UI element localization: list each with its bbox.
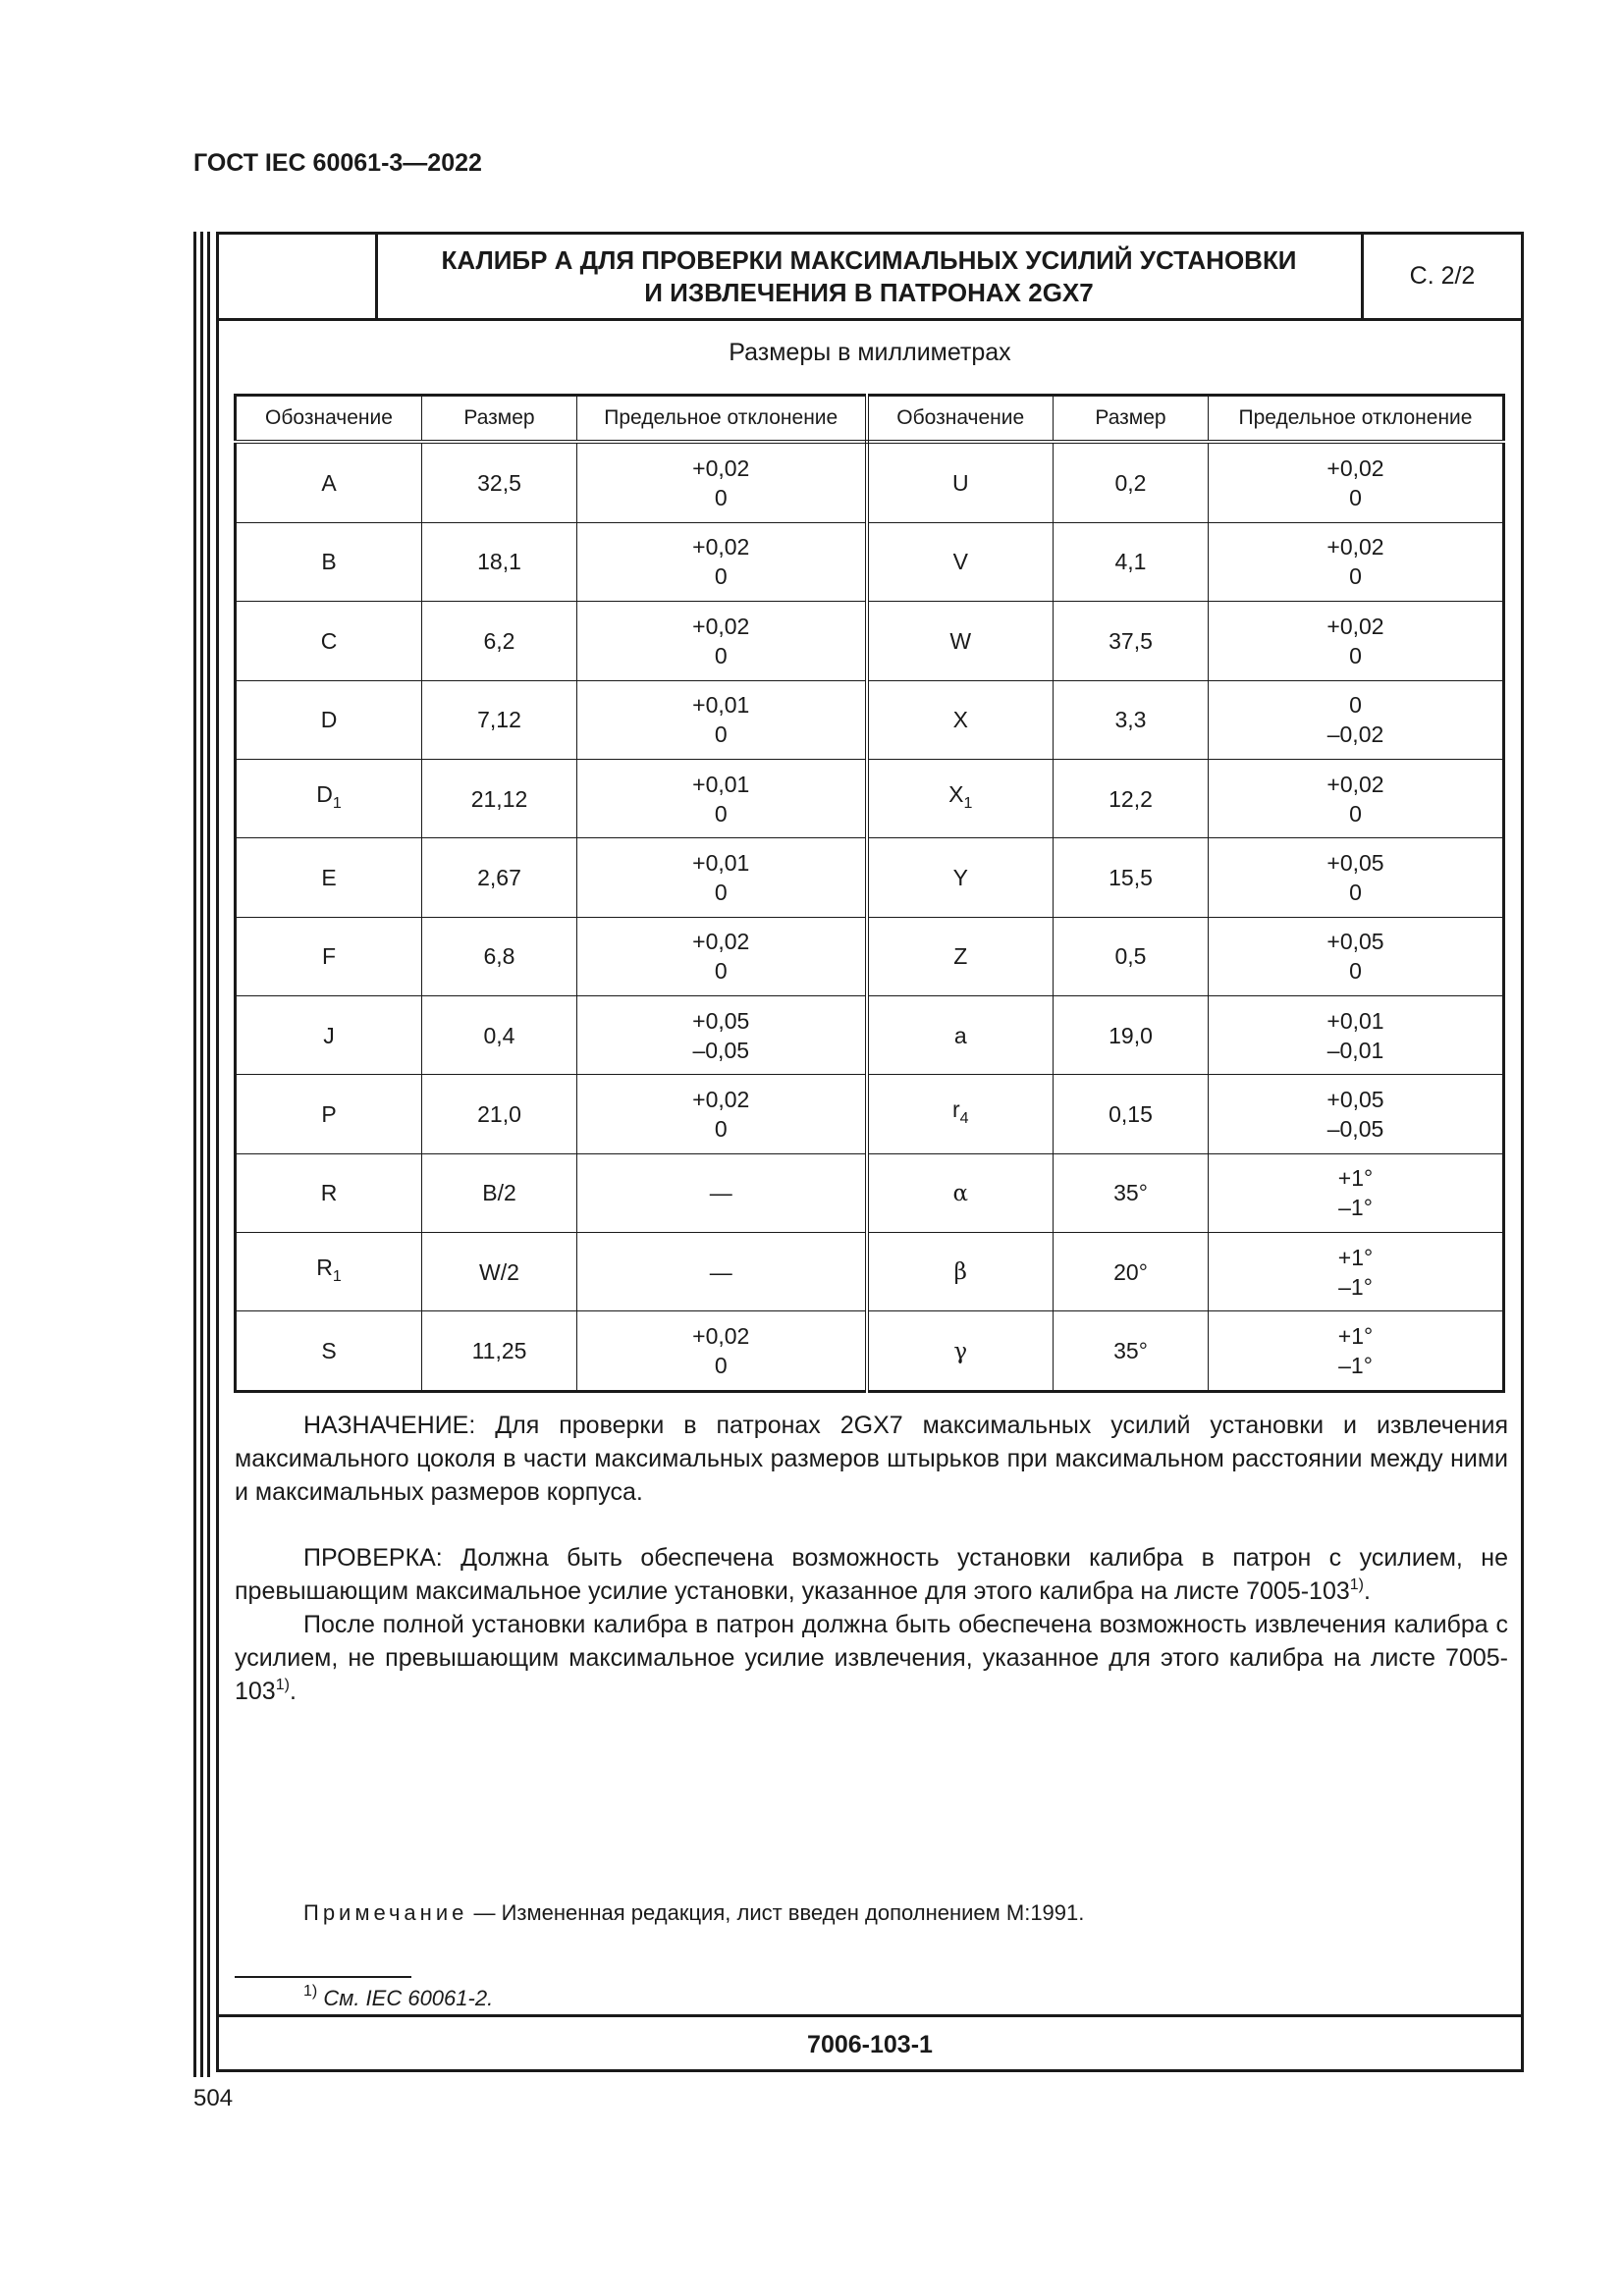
tolerance-cell: +0,02 0 bbox=[577, 1075, 867, 1153]
table-row bbox=[236, 1311, 1504, 1392]
table-body bbox=[236, 442, 1504, 1392]
designation-cell: C bbox=[236, 602, 422, 680]
designation-cell: R bbox=[236, 1153, 422, 1232]
sheet-page: С. 2/2 bbox=[1361, 235, 1521, 318]
designation-cell: A bbox=[236, 442, 422, 522]
tolerance-cell: +1° –1° bbox=[1209, 1153, 1504, 1232]
margin-rule bbox=[193, 232, 196, 2077]
table-row bbox=[236, 442, 1504, 522]
margin-rule bbox=[200, 232, 203, 2077]
size-cell: 19,0 bbox=[1054, 995, 1209, 1074]
table-row bbox=[236, 917, 1504, 995]
footnote-mark: 1) bbox=[303, 1983, 318, 2000]
column-header: Размер bbox=[422, 396, 577, 443]
designation-cell: $X_1$ bbox=[867, 759, 1054, 837]
size-cell: 15,5 bbox=[1054, 838, 1209, 917]
tolerance-cell: — bbox=[577, 1232, 867, 1310]
tolerance-cell: +0,02 0 bbox=[1209, 602, 1504, 680]
table-header-row bbox=[236, 396, 1504, 443]
tolerance-cell: +0,02 0 bbox=[577, 1311, 867, 1392]
column-header: Предельное отклонение bbox=[1209, 396, 1504, 443]
designation-cell: J bbox=[236, 995, 422, 1074]
title-empty-cell bbox=[219, 235, 378, 318]
tolerance-cell: +0,05 –0,05 bbox=[577, 995, 867, 1074]
footnote: $^{1)}$ См. IEC 60061-2. bbox=[303, 1983, 494, 2010]
tolerance-cell: +0,05 –0,05 bbox=[1209, 1075, 1504, 1153]
designation-cell: W bbox=[867, 602, 1054, 680]
size-cell: 0,4 bbox=[422, 995, 577, 1074]
footnote-separator bbox=[235, 1976, 411, 1978]
sheet-number: 7006-103-1 bbox=[219, 2014, 1521, 2072]
size-cell: B/2 bbox=[422, 1153, 577, 1232]
size-cell: 6,2 bbox=[422, 602, 577, 680]
tolerance-cell: +0,01 0 bbox=[577, 759, 867, 837]
designation-cell: $D_1$ bbox=[236, 759, 422, 837]
designation-cell: γ bbox=[867, 1311, 1054, 1392]
note-label: Примечание bbox=[303, 1900, 468, 1925]
dimensions-table bbox=[234, 394, 1505, 1393]
tolerance-cell: +0,05 0 bbox=[1209, 917, 1504, 995]
size-cell: 18,1 bbox=[422, 522, 577, 601]
designation-cell: B bbox=[236, 522, 422, 601]
page-number: 504 bbox=[193, 2085, 234, 2111]
size-cell: 12,2 bbox=[1054, 759, 1209, 837]
table-row bbox=[236, 1232, 1504, 1310]
size-cell: 37,5 bbox=[1054, 602, 1209, 680]
tolerance-cell: +0,02 0 bbox=[577, 522, 867, 601]
table-row bbox=[236, 995, 1504, 1074]
designation-cell: a bbox=[867, 995, 1054, 1074]
size-cell: 0,15 bbox=[1054, 1075, 1209, 1153]
designation-cell: D bbox=[236, 680, 422, 759]
check-paragraph: ПРОВЕРКА: Должна быть обеспечена возможность установки калибра в патрон с усилием, не превышающим максимальное усилие установки, указанное для этого калибра на листе 7005-103$^{1)}$. bbox=[235, 1544, 1508, 1605]
designation-cell: E bbox=[236, 838, 422, 917]
tolerance-cell: +0,01 0 bbox=[577, 838, 867, 917]
margin-rule bbox=[207, 232, 210, 2077]
size-cell: 35° bbox=[1054, 1311, 1209, 1392]
size-cell: 6,8 bbox=[422, 917, 577, 995]
column-header: Размер bbox=[1054, 396, 1209, 443]
tolerance-cell: 0 –0,02 bbox=[1209, 680, 1504, 759]
size-cell: 11,25 bbox=[422, 1311, 577, 1392]
footnote-ref: 1) bbox=[275, 1677, 290, 1693]
removal-paragraph: После полной установки калибра в патрон должна быть обеспечена возможность извлечения калибра с усилием, не превышающим максимальное усилие извлечения, указанное для этого калибра на листе 7005-103$^{1)}$. bbox=[235, 1611, 1508, 1705]
size-cell: 35° bbox=[1054, 1153, 1209, 1232]
designation-cell: S bbox=[236, 1311, 422, 1392]
designation-cell: V bbox=[867, 522, 1054, 601]
designation-cell: α bbox=[867, 1153, 1054, 1232]
designation-cell: F bbox=[236, 917, 422, 995]
size-cell: W/2 bbox=[422, 1232, 577, 1310]
designation-cell: Y bbox=[867, 838, 1054, 917]
table-row bbox=[236, 759, 1504, 837]
designation-cell: $r_4$ bbox=[867, 1075, 1054, 1153]
designation-cell: P bbox=[236, 1075, 422, 1153]
designation-cell: β bbox=[867, 1232, 1054, 1310]
size-cell: 32,5 bbox=[422, 442, 577, 522]
designation-cell: Z bbox=[867, 917, 1054, 995]
table-row bbox=[236, 1153, 1504, 1232]
table-row bbox=[236, 1075, 1504, 1153]
tolerance-cell: +0,01 –0,01 bbox=[1209, 995, 1504, 1074]
table-row bbox=[236, 522, 1504, 601]
size-cell: 7,12 bbox=[422, 680, 577, 759]
tolerance-cell: +1° –1° bbox=[1209, 1311, 1504, 1392]
sheet-title: КАЛИБР А ДЛЯ ПРОВЕРКИ МАКСИМАЛЬНЫХ УСИЛИЙ УСТАНОВКИ И ИЗВЛЕЧЕНИЯ В ПАТРОНАХ 2GX7 bbox=[441, 244, 1297, 307]
column-header: Предельное отклонение bbox=[577, 396, 867, 443]
tolerance-cell: +0,02 0 bbox=[1209, 442, 1504, 522]
table-row bbox=[236, 602, 1504, 680]
size-cell: 2,67 bbox=[422, 838, 577, 917]
sheet-frame bbox=[216, 232, 1524, 2072]
table-row bbox=[236, 680, 1504, 759]
size-cell: 4,1 bbox=[1054, 522, 1209, 601]
designation-cell: U bbox=[867, 442, 1054, 522]
note: Примечание — Измененная редакция, лист введен дополнением М:1991. bbox=[303, 1900, 1085, 1925]
tolerance-cell: +1° –1° bbox=[1209, 1232, 1504, 1310]
units-caption: Размеры в миллиметрах bbox=[729, 339, 1011, 366]
column-header: Обозначение bbox=[867, 396, 1054, 443]
tolerance-cell: +0,02 0 bbox=[577, 442, 867, 522]
size-cell: 21,12 bbox=[422, 759, 577, 837]
tolerance-cell: +0,05 0 bbox=[1209, 838, 1504, 917]
size-cell: 0,2 bbox=[1054, 442, 1209, 522]
title-block bbox=[219, 235, 1521, 321]
designation-cell: $R_1$ bbox=[236, 1232, 422, 1310]
tolerance-cell: +0,02 0 bbox=[577, 917, 867, 995]
size-cell: 3,3 bbox=[1054, 680, 1209, 759]
column-header: Обозначение bbox=[236, 396, 422, 443]
designation-cell: X bbox=[867, 680, 1054, 759]
size-cell: 20° bbox=[1054, 1232, 1209, 1310]
tolerance-cell: +0,01 0 bbox=[577, 680, 867, 759]
footnote-ref: 1) bbox=[1349, 1576, 1365, 1593]
tolerance-cell: +0,02 0 bbox=[1209, 522, 1504, 601]
purpose-paragraph: НАЗНАЧЕНИЕ: Для проверки в патронах 2GX7 максимальных усилий установки и извлечения максимального цоколя в части максимальных размеров штырьков при максимальном расстоянии между ними и максимальных размеров корпуса. bbox=[235, 1412, 1508, 1506]
table-row bbox=[236, 838, 1504, 917]
standard-header: ГОСТ IEC 60061-3—2022 bbox=[193, 149, 482, 177]
tolerance-cell: — bbox=[577, 1153, 867, 1232]
tolerance-cell: +0,02 0 bbox=[577, 602, 867, 680]
size-cell: 0,5 bbox=[1054, 917, 1209, 995]
tolerance-cell: +0,02 0 bbox=[1209, 759, 1504, 837]
size-cell: 21,0 bbox=[422, 1075, 577, 1153]
